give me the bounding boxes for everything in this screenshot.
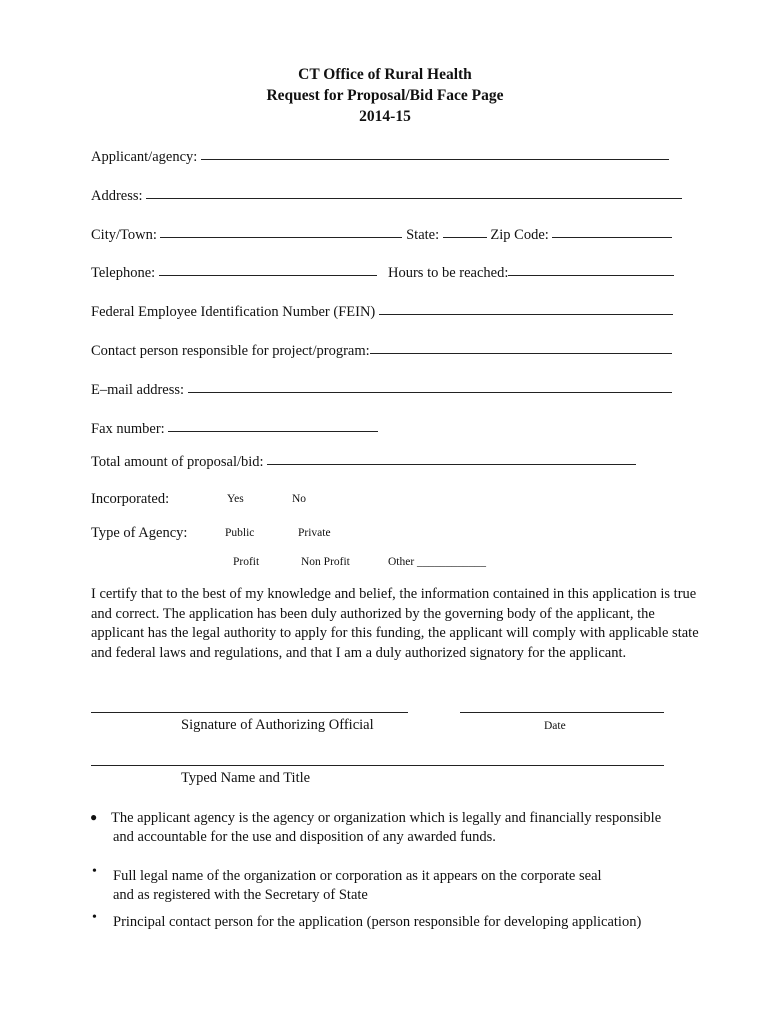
contact-field[interactable]	[370, 352, 672, 354]
form-year: 2014-15	[359, 108, 411, 125]
agency-nonprofit-option[interactable]: Non Profit	[301, 556, 350, 568]
hours-label: Hours to be reached:	[388, 265, 509, 281]
date-label: Date	[544, 720, 566, 732]
fax-field[interactable]	[168, 430, 378, 432]
applicant-label: Applicant/agency:	[91, 149, 198, 165]
bullet-dot-icon: •	[92, 910, 97, 925]
total-field[interactable]	[267, 463, 636, 465]
telephone-label: Telephone:	[91, 265, 156, 281]
agency-private-option[interactable]: Private	[298, 527, 331, 539]
applicant-row	[91, 149, 669, 166]
agency-public-option[interactable]: Public	[225, 527, 255, 539]
email-field[interactable]	[188, 391, 672, 393]
fax-label: Fax number:	[91, 421, 165, 437]
telephone-row	[91, 265, 377, 282]
email-label: E–mail address:	[91, 382, 185, 398]
total-label: Total amount of proposal/bid:	[91, 454, 264, 470]
typed-name-label: Typed Name and Title	[181, 770, 311, 786]
city-state-zip-row	[91, 227, 672, 244]
hours-row	[388, 265, 674, 282]
total-row	[91, 454, 636, 471]
zip-field[interactable]	[552, 236, 672, 238]
date-line[interactable]	[460, 712, 664, 713]
email-row	[91, 382, 672, 399]
fax-row	[91, 421, 378, 438]
certification-text: I certify that to the best of my knowledge and belief, the information contained in this application is true and correct. The application has been duly authorized by the governing body of the applicant, the applicant has the legal authority to apply for this funding, the applicant will comply with applicable state and federal laws and regulations, and that I am a duly authorized signatory for the applicant.	[91, 586, 699, 661]
agency-profit-option[interactable]: Profit	[233, 556, 260, 568]
applicant-field[interactable]	[201, 158, 669, 160]
fein-row	[91, 304, 673, 321]
note-legal-name-line2: and as registered with the Secretary of State	[113, 887, 368, 903]
state-field[interactable]	[443, 236, 487, 238]
note-legal-name-line1: Full legal name of the organization or corporation as it appears on the corporate seal	[113, 868, 602, 884]
zip-label: Zip Code:	[490, 227, 549, 243]
telephone-field[interactable]	[159, 274, 377, 276]
city-label: City/Town:	[91, 227, 157, 243]
contact-label: Contact person responsible for project/program:	[91, 343, 370, 359]
form-title: CT Office of Rural Health	[298, 66, 472, 83]
fein-label: Federal Employee Identification Number (FEIN)	[91, 304, 376, 320]
address-label: Address:	[91, 188, 143, 204]
bullet-dot-icon: •	[92, 864, 97, 879]
signature-label: Signature of Authorizing Official	[181, 717, 374, 733]
address-field[interactable]	[146, 197, 682, 199]
incorporated-yes-option[interactable]: Yes	[227, 493, 244, 505]
incorporated-no-option[interactable]: No	[292, 493, 307, 505]
note-applicant-line1: The applicant agency is the agency or organization which is legally and financially responsible	[111, 810, 662, 826]
fein-field[interactable]	[379, 313, 673, 315]
state-label: State:	[406, 227, 440, 243]
agency-type-label: Type of Agency:	[91, 525, 188, 541]
form-subtitle: Request for Proposal/Bid Face Page	[266, 87, 504, 104]
typed-name-line[interactable]	[91, 765, 664, 766]
address-row	[91, 188, 682, 205]
bullet-dot-icon: ●	[90, 810, 98, 824]
agency-other-option[interactable]: Other ____________	[388, 556, 487, 568]
contact-row	[91, 343, 672, 360]
note-contact-line1: Principal contact person for the application (person responsible for developing application)	[113, 914, 642, 930]
city-field[interactable]	[160, 236, 402, 238]
signature-line[interactable]	[91, 712, 408, 713]
hours-field[interactable]	[508, 274, 674, 276]
incorporated-label: Incorporated:	[91, 491, 170, 507]
note-applicant-line2: and accountable for the use and disposition of any awarded funds.	[113, 829, 496, 845]
